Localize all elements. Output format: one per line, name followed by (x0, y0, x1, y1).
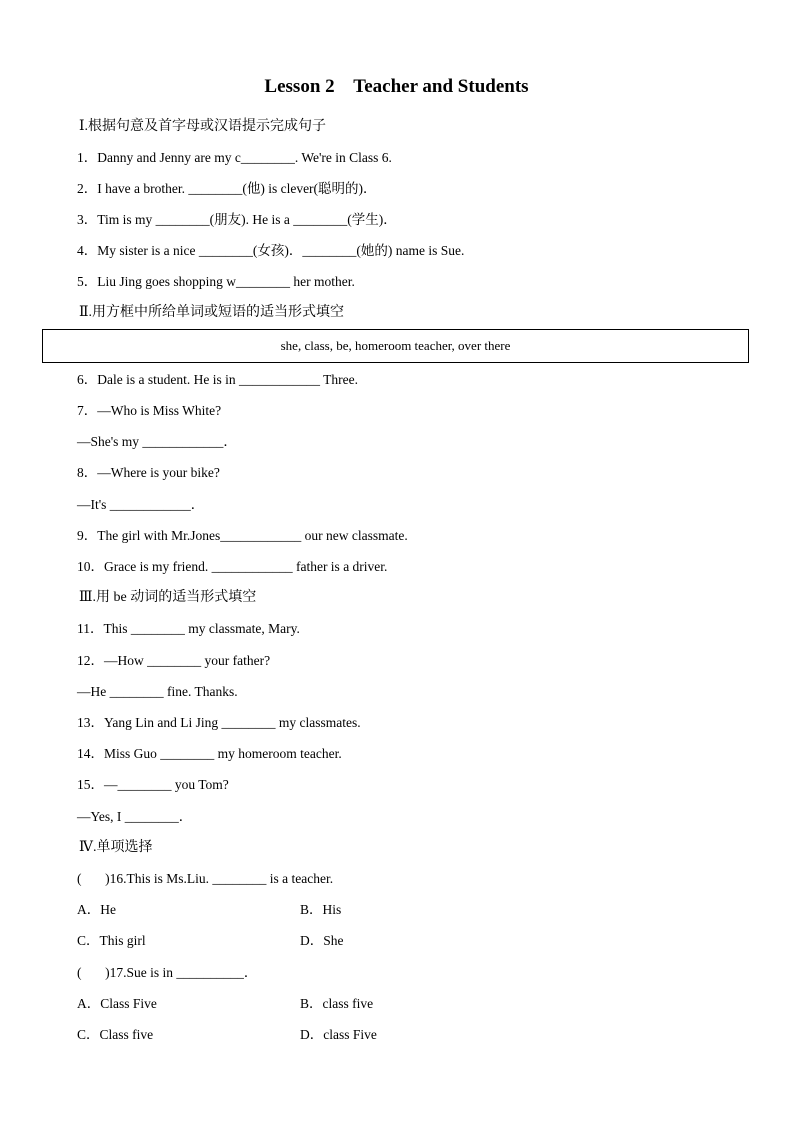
question-7-ask: 7．—Who is Miss White? (77, 403, 222, 418)
question-16-option-c: C．This girl (77, 933, 146, 948)
question-17-option-b: B．class five (300, 996, 374, 1011)
question-8-answer: —It's ____________． (77, 497, 205, 512)
question-16-option-b: B．His (300, 902, 342, 917)
question-16-option-d: D．She (300, 933, 344, 948)
question-1: 1．Danny and Jenny are my c________. We're in Class 6. (77, 150, 392, 165)
word-box-text: she, class, be, homeroom teacher, over there (280, 338, 511, 353)
question-14: 14．Miss Guo ________ my homeroom teacher. (77, 746, 342, 761)
question-6: 6．Dale is a student. He is in ____________ Three. (77, 372, 358, 387)
question-8-ask: 8．—Where is your bike? (77, 465, 220, 480)
question-10: 10．Grace is my friend. ____________ father is a driver. (77, 559, 388, 574)
question-13: 13．Yang Lin and Li Jing ________ my classmates. (77, 715, 361, 730)
question-17-option-d: D．class Five (300, 1027, 377, 1042)
section-heading-3: Ⅲ.用 be 动词的适当形式填空 (79, 590, 257, 605)
section-heading-1: Ⅰ.根据句意及首字母或汉语提示完成句子 (79, 119, 327, 134)
question-16-option-a: A．He (77, 902, 116, 917)
section-heading-4: Ⅳ.单项选择 (79, 840, 153, 855)
question-3: 3．Tim is my ________(朋友). He is a ________(学生)． (77, 212, 397, 227)
section-heading-2: Ⅱ.用方框中所给单词或短语的适当形式填空 (79, 305, 345, 320)
word-box (42, 329, 749, 363)
question-17-option-c: C．Class five (77, 1027, 154, 1042)
page-title: Lesson 2 Teacher and Students (264, 76, 529, 97)
question-17-option-a: A．Class Five (77, 996, 157, 1011)
question-12-ask: 12．—How ________ your father? (77, 653, 271, 668)
question-16: ( )16.This is Ms.Liu. ________ is a teacher. (77, 871, 334, 886)
question-7-answer: —She's my ____________． (77, 434, 237, 449)
question-11: 11．This ________ my classmate, Mary. (77, 621, 300, 636)
question-15-ask: 15．—________ you Tom? (77, 777, 229, 792)
question-5: 5．Liu Jing goes shopping w________ her mother. (77, 274, 355, 289)
question-9: 9．The girl with Mr.Jones____________ our new classmate. (77, 528, 408, 543)
question-12-answer: —He ________ fine. Thanks. (77, 684, 238, 699)
question-2: 2．I have a brother. ________(他) is clever(聪明的)． (77, 181, 377, 196)
question-4: 4．My sister is a nice ________(女孩)．________(她的) name is Sue. (77, 243, 465, 258)
question-17: ( )17.Sue is in __________． (77, 965, 258, 980)
question-15-answer: —Yes, I ________． (77, 809, 193, 824)
